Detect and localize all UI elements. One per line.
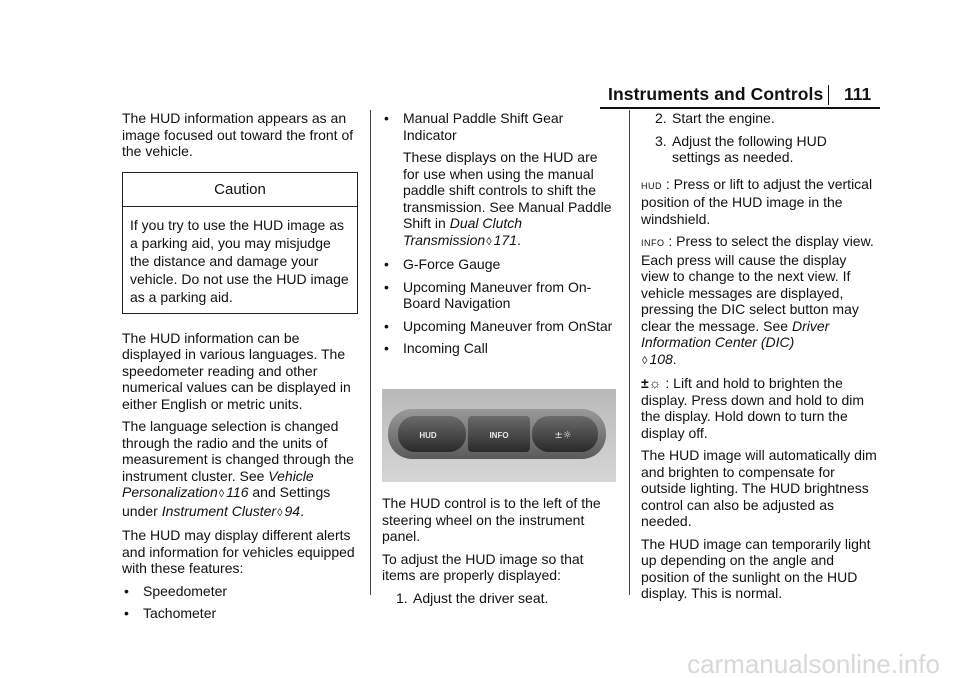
hud-symbol-icon: HUD (641, 180, 662, 191)
step-number: 1. (396, 589, 408, 606)
page-ref-icon: ◊ (218, 488, 225, 500)
info-button-label: INFO (489, 430, 509, 440)
bullet-icon: • (384, 256, 389, 272)
bullet-icon: • (384, 110, 389, 126)
caution-title: Caution (123, 173, 357, 207)
paragraph: The language selection is changed through the radio and the units of measurement is changed through the instrument cluster. See Vehicle Personalization◊ 116 and Settings under Instrument Cluster◊ 94. (122, 418, 354, 519)
paragraph: The HUD image will automatically dim and brighten to compensate for outside lighting. The HUD brightness control can also be adjusted as needed. (641, 447, 877, 529)
paragraph: The HUD control is to the left of the steering wheel on the instrument panel. (382, 495, 601, 544)
hud-button-label: HUD (419, 430, 437, 440)
step-item: 2. Start the engine. (655, 110, 775, 126)
page-ref-number[interactable]: 94 (284, 502, 301, 519)
list-item: • Speedometer (124, 582, 228, 599)
list-item-detail: These displays on the HUD are for use when using the manual paddle shift controls to shift the transmission. See Manual Paddle Shift in Dual Clutch Transmission◊ 171. (403, 149, 612, 248)
list-item: • Upcoming Maneuver from On-Board Navigation (384, 278, 592, 311)
list-item: • Incoming Call (384, 340, 488, 356)
paragraph: The HUD may display different alerts and information for vehicles equipped with these features: (122, 527, 355, 576)
step-item: 1. Adjust the driver seat. (396, 589, 549, 606)
list-item: • Tachometer (124, 605, 217, 621)
page-ref-number[interactable]: 171 (493, 231, 517, 248)
page-header (600, 83, 880, 109)
header-divider (828, 85, 829, 105)
link-dual-clutch-transmission[interactable]: Dual Clutch Transmission (403, 215, 523, 248)
brightness-symbol-icon: ±☼ (641, 375, 662, 391)
paragraph: The HUD information can be displayed in various languages. The speedometer reading and other numerical values can be displayed in either English or metric units. (122, 329, 351, 412)
paragraph: ±☼ : Lift and hold to brighten the display. Press down and hold to dim the display. Hold down to turn the display off. (641, 375, 865, 441)
column-divider (629, 110, 630, 595)
step-number: 2. (655, 110, 667, 126)
column-3 (641, 110, 877, 608)
page-ref-icon: ◊ (486, 235, 492, 248)
bullet-icon: • (124, 605, 129, 621)
paragraph: HUD : Press or lift to adjust the vertical position of the HUD image in the windshield. (641, 175, 873, 227)
link-instrument-cluster[interactable]: Instrument Cluster (161, 502, 277, 519)
link-driver-information-center[interactable]: Driver Information Center (DIC) (641, 317, 830, 350)
paragraph: The HUD image can temporarily light up depending on the angle and position of the sunlight on the HUD display. This is normal. (641, 535, 871, 601)
caution-box (122, 172, 358, 314)
list-item: • G-Force Gauge (384, 256, 501, 272)
info-symbol-icon: INFO (641, 238, 665, 248)
column-1 (122, 110, 358, 628)
paragraph: The HUD information appears as an image focused out toward the front of the vehicle. (122, 110, 354, 159)
column-divider (370, 110, 371, 595)
list-item: • Upcoming Maneuver from OnStar (384, 317, 613, 334)
column-2 (382, 110, 616, 612)
link-vehicle-personalization[interactable]: Vehicle Personalization (122, 467, 314, 500)
bullet-icon: • (384, 317, 389, 334)
watermark: carmanualsonline.info (687, 649, 940, 678)
step-item: 3. Adjust the following HUD settings as needed. (655, 132, 827, 165)
paragraph: INFO : Press to select the display view. Each press will cause the display view to change to the next view. If vehicle messages are displayed, pressing the DIC select button may clear the message. See Driver Information Center (DIC) ◊ 108. (641, 233, 874, 367)
section-title: Instruments and Controls (608, 84, 824, 104)
step-number: 3. (655, 132, 667, 149)
page-number: 111 (844, 84, 872, 104)
bullet-icon: • (384, 278, 389, 295)
list-item: • Manual Paddle Shift Gear Indicator (384, 110, 564, 143)
page-ref-number[interactable]: 108 (649, 350, 673, 367)
hud-control-photo (382, 389, 616, 482)
bullet-icon: • (384, 340, 389, 356)
page-ref-number[interactable]: 116 (226, 484, 249, 500)
page-ref-icon: ◊ (277, 506, 283, 519)
paragraph: To adjust the HUD image so that items are properly displayed: (382, 550, 584, 583)
brightness-button-label: ±☼ (554, 429, 572, 441)
header-rule (600, 107, 880, 109)
page-ref-icon: ◊ (642, 354, 648, 367)
bullet-icon: • (124, 582, 129, 599)
caution-text: If you try to use the HUD image as a parking aid, you may misjudge the distance and damage your vehicle. Do not use the HUD image as a parking aid. (130, 216, 349, 305)
